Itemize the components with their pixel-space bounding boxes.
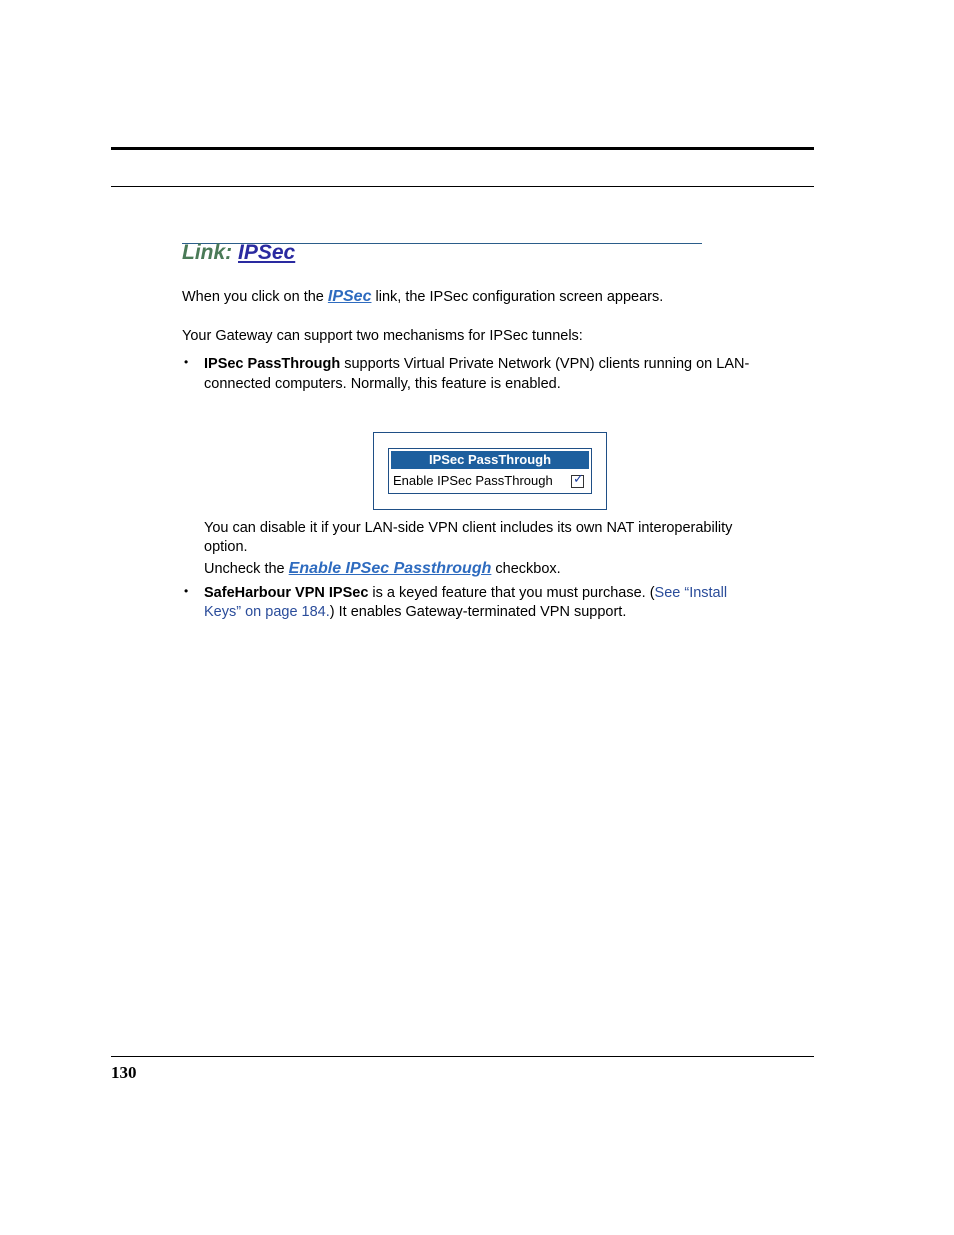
- install-keys-xref-part1[interactable]: See “Install: [654, 585, 728, 601]
- ipsec-passthrough-panel: [388, 448, 592, 494]
- bullet2-text-end: ) It enables Gateway-terminated VPN support.: [329, 604, 627, 620]
- uncheck-text-before: Uncheck the: [204, 561, 289, 577]
- intro-text-before: When you click on the: [182, 289, 328, 305]
- page-number: 130: [111, 1063, 137, 1082]
- bullet-marker-1: •: [184, 355, 189, 369]
- bullet2-term: SafeHarbour VPN IPSec: [204, 585, 369, 601]
- bullet2-line1: [204, 583, 727, 603]
- install-keys-xref-part2[interactable]: Keys” on page 184.: [204, 604, 330, 620]
- enable-passthrough-label: Enable IPSec PassThrough: [393, 473, 553, 488]
- intro-paragraph: [182, 287, 663, 307]
- checkmark-icon: ✓: [573, 471, 584, 486]
- title-prefix: Link:: [182, 241, 233, 264]
- bullet1-line2: connected computers. Normally, this feature is enabled.: [204, 376, 561, 392]
- bullet2-text: is a keyed feature that you must purchase. (: [368, 585, 655, 601]
- header-rule-thick: [111, 147, 814, 150]
- uncheck-text-after: checkbox.: [491, 561, 561, 577]
- disable-line1: You can disable it if your LAN-side VPN client includes its own NAT interoperability: [204, 520, 733, 536]
- panel-header: IPSec PassThrough: [391, 451, 589, 469]
- ipsec-link[interactable]: IPSec: [327, 288, 372, 305]
- uncheck-paragraph: [204, 559, 561, 579]
- intro-text-after: link, the IPSec configuration screen appears.: [371, 289, 664, 305]
- bullet2-line2: [204, 602, 626, 622]
- bullet-marker-2: •: [184, 584, 189, 598]
- support-paragraph: Your Gateway can support two mechanisms for IPSec tunnels:: [182, 328, 583, 344]
- section-title: [182, 241, 295, 265]
- enable-ipsec-passthrough-link[interactable]: Enable IPSec Passthrough: [288, 560, 492, 577]
- footer-rule: [111, 1056, 814, 1057]
- header-rule-thin: [111, 186, 814, 187]
- disable-line2: option.: [204, 539, 248, 555]
- bullet1-text: supports Virtual Private Network (VPN) clients running on LAN-: [340, 356, 750, 372]
- bullet1-line1: [204, 354, 749, 374]
- title-link[interactable]: IPSec: [238, 241, 296, 264]
- enable-passthrough-checkbox[interactable]: [571, 471, 584, 488]
- bullet1-term: IPSec PassThrough: [204, 356, 341, 372]
